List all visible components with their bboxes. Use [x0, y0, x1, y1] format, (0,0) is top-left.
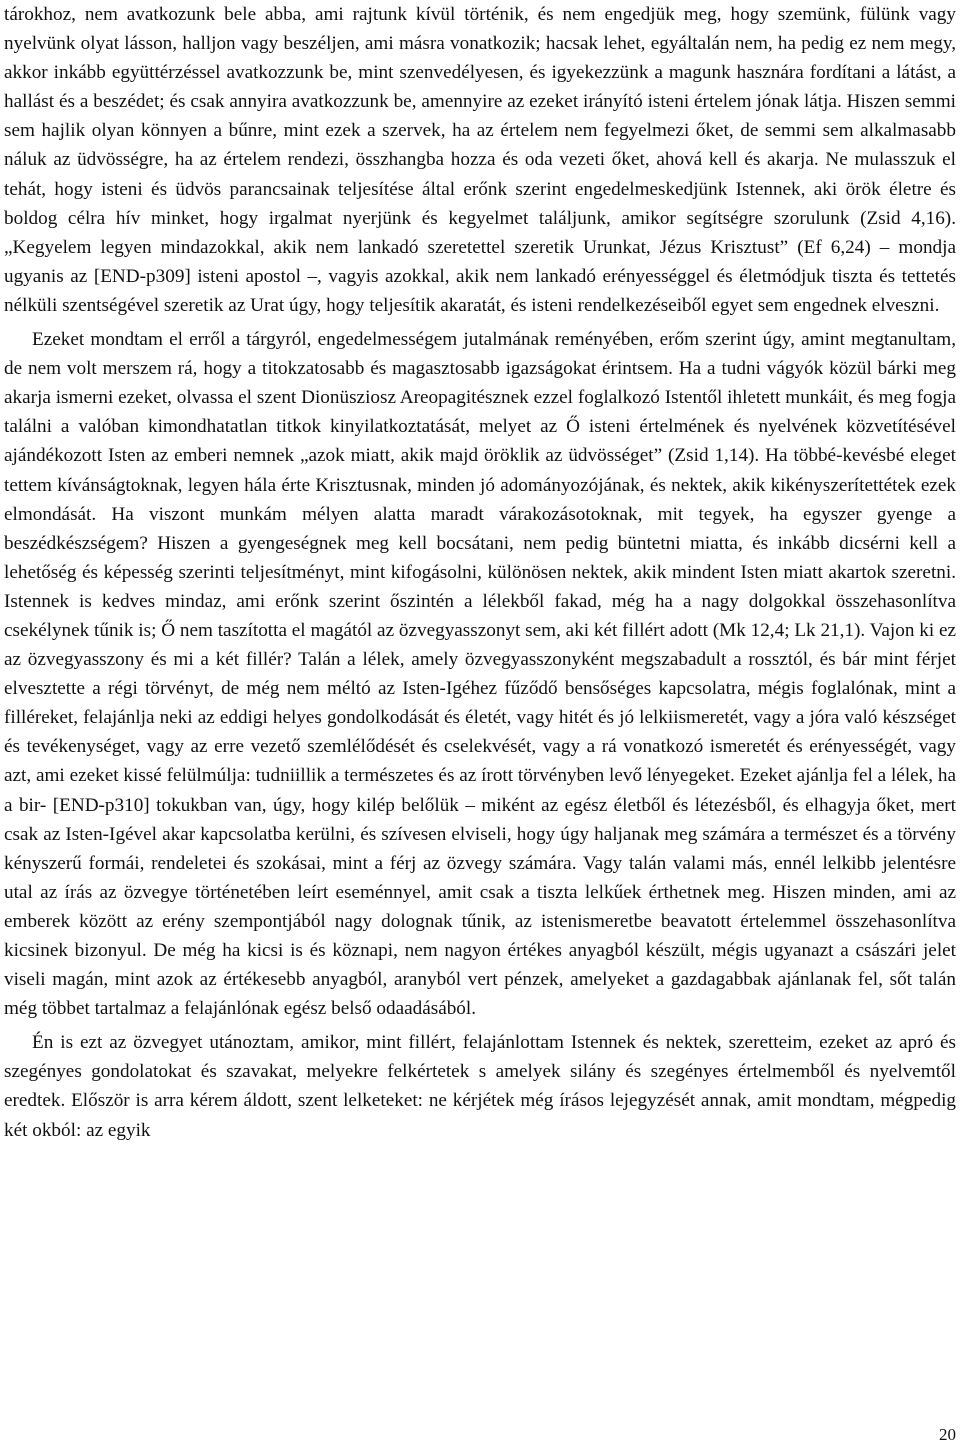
page-number: 20	[939, 1425, 956, 1444]
paragraph-2: Ezeket mondtam el erről a tárgyról, engedelmességem jutalmának reményében, erőm szerint úgy, amint megtanultam, de nem volt merszem rá, hogy a titokzatosabb és magasztosabb igazságokat érintsem. Ha a tudni vágyók közül bárki meg akarja ismerni ezeket, olvassa el szent Dionüsziosz Areopagitésznek ezzel foglalkozó Istentől ihletett munkáit, és meg fogja találni a valóban kimondhatatlan titkok kinyilatkoztatását, melyet az Ő isteni értelmének és nyelvének közvetítésével ajándékozott Isten az emberi nemnek „azok miatt, akik majd öröklik az üdvösséget” (Zsid 1,14). Ha többé-kevésbé eleget tettem kívánságtoknak, legyen hála érte Krisztusnak, minden jó adományozójának, és nektek, akik kikényszerítettétek ezek elmondását. Ha viszont munkám mélyen alatta maradt várakozásotoknak, mit tegyek, ha egyszer gyenge a beszédkészségem? Hiszen a gyengeségnek meg kell bocsátani, nem pedig büntetni miatta, és inkább dicsérni kell a lehetőség és képesség szerinti teljesítményt, mint kifogásolni, különösen nektek, akik mindent Isten miatt akartok szeretni. Istennek is kedves mindaz, ami erőnk szerint őszintén a lélekből fakad, még ha a nagy dolgokkal összehasonlítva csekélynek tűnik is; Ő nem taszította el magától az özvegyasszonyt sem, aki két fillért adott (Mk 12,4; Lk 21,1). Vajon ki ez az özvegyasszony és mi a két fillér? Talán a lélek, amely özvegyasszonyként megszabadult a rossztól, és bár mint férjet elvesztette a régi törvényt, de még nem méltó az Isten-Igéhez fűződő bensőséges kapcsolatra, mégis foglalónak, mint a filléreket, felajánlja neki az eddigi helyes gondolkodását és életét, vagy hitét és jó lelkiismeretét, vagy a jóra való készséget és tevékenységet, vagy az erre vezető szemlélődését és cselekvését, vagy a rá vonatkozó ismeretét és erényességét, vagy azt, ami ezeket kissé felülmúlja: tudniillik a természetes és az írott törvényben levő lényegeket. Ezeket ajánlja fel a lélek, ha a bir- [END-p310] tokukban van, úgy, hogy kilép belőlük – miként az egész életből és létezésből, és elhagyja őket, mert csak az Isten-Igével akar kapcsolatba kerülni, és szívesen elviseli, hogy úgy haljanak meg számára a természet és a törvény kényszerű formái, rendeletei és szokásai, mint a férj az özvegy számára. Vagy talán valami más, ennél lelkibb jelentésre utal az írás az özvegye történetében leírt eseménnyel, amit csak a tiszta lelkűek érthetnek meg. Hiszen minden, ami az emberek között az erény szempontjából nagy dolognak tűnik, az istenismeretbe beavatott értelemmel összehasonlítva kicsinek bizonyul. De még ha kicsi is és köznapi, nem nagyon értékes anyagból készült, mégis ugyanazt a császári jelet viseli magán, mint azok az értékesebb anyagból, aranyból vert pénzek, amelyeket a gazdagabbak ajánlanak fel, sőt talán még többet tartalmaz a felajánlónak egész belső odaadásából.	[4, 329, 956, 1020]
document-page	[4, 0, 956, 1145]
paragraph-3: Én is ezt az özvegyet utánoztam, amikor, mint fillért, felajánlottam Istennek és nektek, szeretteim, ezeket az apró és szegényes gondolatokat és szavakat, melyekre felkértetek s amelyek silány és szegényes értelmemből és nyelvemtől eredtek. Először is arra kérem áldott, szent lelketeket: ne kérjétek még írásos lejegyzését annak, amit mondtam, mégpedig két okból: az egyik	[4, 1032, 956, 1141]
paragraph-1: tárokhoz, nem avatkozunk bele abba, ami rajtunk kívül történik, és nem engedjük meg, hogy szemünk, fülünk vagy nyelvünk olyat lásson, halljon vagy beszéljen, ami másra vonatkozik; hacsak lehet, egyáltalán nem, ha pedig ez nem megy, akkor inkább együttérzéssel avatkozzunk be, mint szenvedélyesen, és igyekezzünk a magunk hasznára fordítani a látást, a hallást és a beszédet; és csak annyira avatkozzunk be, amennyire az ezeket irányító isteni értelem jónak látja. Hiszen semmi sem hajlik olyan könnyen a bűnre, mint ezek a szervek, ha az értelem nem fegyelmezi őket, de semmi sem alkalmasabb náluk az üdvösségre, ha az értelem rendezi, összhangba hozza és oda vezeti őket, ahová kell és akarja. Ne mulasszuk el tehát, hogy isteni és üdvös parancsainak teljesítése által erőnk szerint engedelmeskedjünk Istennek, aki örök életre és boldog célra hív minket, hogy irgalmat nyerjünk és kegyelmet találjunk, amikor segítségre szorulunk (Zsid 4,16). „Kegyelem legyen mindazokkal, akik nem lankadó szeretettel szeretik Urunkat, Jézus Krisztust” (Ef 6,24) – mondja ugyanis az [END-p309] isteni apostol –, vagyis azokkal, akik nem lankadó erényességgel és életmódjuk tiszta és tettetés nélküli szentségével szeretik az Urat úgy, hogy teljesítik akaratát, és isteni rendelkezéseiből egyet sem engednek elveszni.	[4, 4, 956, 316]
